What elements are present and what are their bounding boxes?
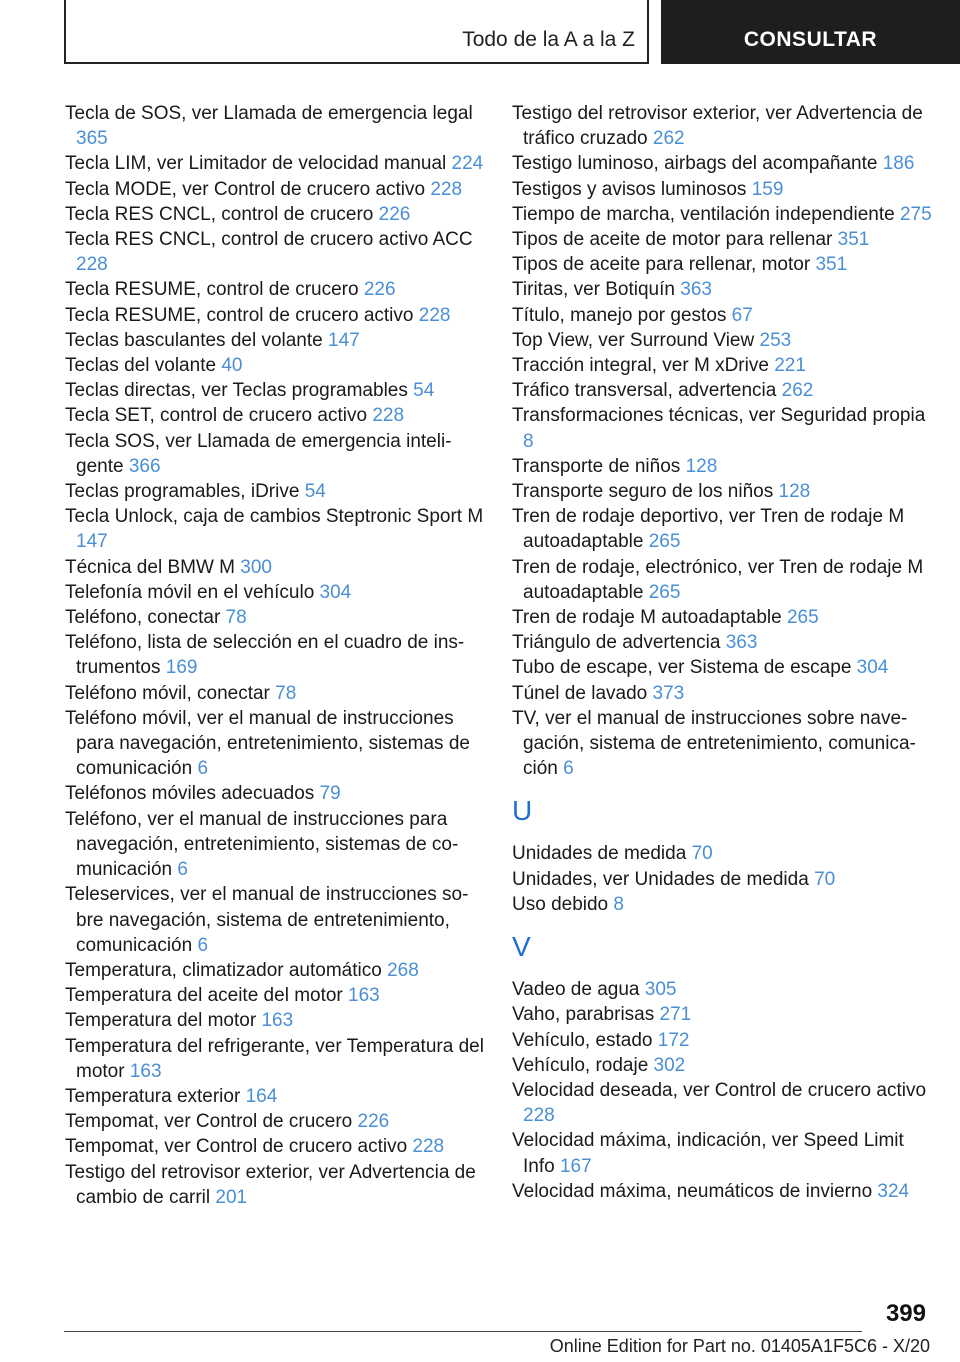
letter-heading-u: U <box>512 795 533 827</box>
entry-term: Teclas programables, iDrive <box>65 481 300 503</box>
page-link[interactable]: 226 <box>363 279 396 301</box>
entry-term: Tubo de escape, ver Sistema de escape <box>512 657 852 679</box>
entry-term: Vehículo, rodaje <box>512 1054 649 1076</box>
index-entry <box>512 403 937 453</box>
entry-term: Tecla RESUME, control de crucero <box>65 279 359 301</box>
page-link[interactable]: 201 <box>215 1186 248 1208</box>
page-link[interactable]: 228 <box>430 178 463 200</box>
page-link[interactable]: 6 <box>197 934 209 956</box>
page-link[interactable]: 363 <box>680 279 712 301</box>
index-entry <box>65 1034 485 1084</box>
page-link[interactable]: 373 <box>652 682 685 704</box>
entry-term: Teclas directas, ver Teclas programables <box>65 380 408 402</box>
page-link[interactable]: 265 <box>648 531 681 553</box>
entry-term: Tiritas, ver Botiquín <box>512 279 675 301</box>
entry-term: Testigo del retrovisor exterior, ver Advertencia de cambio de carril <box>65 1161 476 1208</box>
page-link[interactable]: 300 <box>240 556 272 578</box>
index-entry <box>512 630 937 655</box>
page-link[interactable]: 67 <box>731 304 753 326</box>
entry-term: Tracción integral, ver M xDrive <box>512 355 769 377</box>
entry-term: Uso debido <box>512 893 609 915</box>
index-entry <box>512 454 937 479</box>
index-entry <box>512 706 937 782</box>
index-entry <box>65 202 485 227</box>
page-link[interactable]: 79 <box>319 783 341 805</box>
index-entry <box>65 177 485 202</box>
page-link[interactable]: 70 <box>814 868 836 890</box>
index-entry <box>512 504 937 554</box>
page-link[interactable]: 365 <box>76 128 108 150</box>
index-entry <box>512 328 937 353</box>
entry-term: Transformaciones técnicas, ver Seguridad propia <box>512 405 926 427</box>
page-link[interactable]: 172 <box>657 1029 690 1051</box>
index-entry <box>512 252 937 277</box>
page-link[interactable]: 302 <box>653 1054 686 1076</box>
index-entry <box>65 101 485 151</box>
index-entry <box>512 555 937 605</box>
page-link[interactable]: 304 <box>856 657 889 679</box>
index-entry <box>65 1160 485 1210</box>
index-entry <box>512 202 937 227</box>
page-link[interactable]: 351 <box>815 254 848 276</box>
page-link[interactable]: 164 <box>245 1085 278 1107</box>
entry-term: Temperatura exterior <box>65 1085 241 1107</box>
index-entry <box>65 605 485 630</box>
chapter-tab[interactable] <box>661 0 960 64</box>
entry-term: Teléfono móvil, conectar <box>65 682 270 704</box>
index-entry <box>512 1053 937 1078</box>
entry-term: Unidades de medida <box>512 843 687 865</box>
index-entry <box>65 681 485 706</box>
entry-term: Vadeo de agua <box>512 979 640 1001</box>
index-entry <box>65 983 485 1008</box>
page-link[interactable]: 324 <box>877 1180 910 1202</box>
page-link[interactable]: 70 <box>691 843 713 865</box>
page-link[interactable]: 226 <box>378 203 411 225</box>
page-link[interactable]: 228 <box>372 405 405 427</box>
index-entry <box>512 605 937 630</box>
index-entry <box>512 101 937 151</box>
letter-heading-v: V <box>512 931 531 963</box>
page-link[interactable]: 366 <box>128 455 161 477</box>
index-entry <box>512 867 937 892</box>
index-entry <box>65 378 485 403</box>
page-link[interactable]: 228 <box>418 304 451 326</box>
page-link[interactable]: 268 <box>387 959 419 981</box>
index-entry <box>512 151 937 176</box>
section-title: Todo de la A a la Z <box>462 28 635 51</box>
page-link[interactable]: 224 <box>451 153 484 175</box>
index-entry <box>512 977 937 1002</box>
page-link[interactable]: 40 <box>221 355 243 377</box>
entry-term: Teleservices, ver el manual de instrucciones sobre navegación, sistema de entretenimiento, comunicación <box>65 884 469 956</box>
entry-term: Teléfono, lista de selección en el cuadro de instrumentos <box>65 632 465 679</box>
entry-term: Tiempo de marcha, ventilación independiente <box>512 203 895 225</box>
index-entry <box>65 277 485 302</box>
entry-term: Tecla de SOS, ver Llamada de emergencia legal <box>65 103 473 124</box>
index-entry <box>65 479 485 504</box>
entry-term: Tecla SET, control de crucero activo <box>65 405 368 427</box>
index-column-right <box>512 101 937 1204</box>
entry-term: Telefonía móvil en el vehículo <box>65 581 315 603</box>
page-link[interactable]: 265 <box>648 581 681 603</box>
footer-edition: Online Edition for Part no. 01405A1F5C6 - X/20 <box>549 1336 930 1356</box>
entry-term: Testigo del retrovisor exterior, ver Advertencia de tráfico cruzado <box>512 103 923 150</box>
entry-term: Tecla RESUME, control de crucero activo <box>65 304 414 326</box>
index-entry <box>65 1109 485 1134</box>
index-group-u <box>512 841 937 917</box>
page-link[interactable]: 54 <box>304 481 326 503</box>
entry-term: Tempomat, ver Control de crucero activo <box>65 1136 408 1158</box>
entry-term: Tráfico transversal, advertencia <box>512 380 777 402</box>
index-entry <box>65 630 485 680</box>
page-link[interactable]: 304 <box>319 581 352 603</box>
page-link[interactable]: 128 <box>685 455 718 477</box>
page-link[interactable]: 6 <box>563 758 574 780</box>
entry-term: Unidades, ver Unidades de medida <box>512 868 809 890</box>
entry-term: Temperatura del motor <box>65 1010 257 1032</box>
index-column-left <box>65 101 485 1210</box>
entry-term: Velocidad máxima, indicación, ver Speed Limit Info <box>512 1130 904 1177</box>
entry-term: Vaho, parabrisas <box>512 1004 655 1026</box>
index-group-v <box>512 977 937 1204</box>
index-entry <box>65 1008 485 1033</box>
entry-term: Temperatura del refrigerante, ver Temperatura del motor <box>65 1035 484 1082</box>
entry-term: Teléfono móvil, ver el manual de instrucciones para navegación, entretenimiento, sistemas de comunicación <box>65 707 470 780</box>
page-link[interactable]: 186 <box>882 153 915 175</box>
index-entry <box>65 580 485 605</box>
index-entry <box>65 151 485 176</box>
entry-term: Tipos de aceite para rellenar, motor <box>512 254 811 276</box>
entry-term: Teléfono, conectar <box>65 607 221 629</box>
page-link[interactable]: 128 <box>778 481 811 503</box>
entry-term: Teclas basculantes del volante <box>65 329 323 351</box>
entry-term: Tecla SOS, ver Llamada de emergencia inteligente <box>65 430 452 477</box>
page-link[interactable]: 78 <box>275 682 297 704</box>
entry-term: Transporte de niños <box>512 455 681 477</box>
entry-term: Triángulo de advertencia <box>512 632 721 654</box>
entry-term: Tempomat, ver Control de crucero <box>65 1111 353 1133</box>
index-entry <box>512 1028 937 1053</box>
page-link[interactable]: 163 <box>261 1010 294 1032</box>
index-entry <box>512 1002 937 1027</box>
page-link[interactable]: 253 <box>759 329 792 351</box>
page-number: 399 <box>885 1300 926 1327</box>
page-link[interactable]: 305 <box>644 979 677 1001</box>
page-link[interactable]: 228 <box>412 1136 445 1158</box>
entry-term: Tipos de aceite de motor para rellenar <box>512 229 833 251</box>
index-entry <box>65 403 485 428</box>
index-entry <box>512 227 937 252</box>
entry-term: Tecla RES CNCL, control de crucero <box>65 203 374 225</box>
page-link[interactable]: 228 <box>76 254 108 276</box>
page-link[interactable]: 8 <box>523 430 534 452</box>
entry-term: Top View, ver Surround View <box>512 329 755 351</box>
page-link[interactable]: 147 <box>76 531 108 553</box>
page-link[interactable]: 163 <box>348 985 380 1007</box>
index-entry <box>512 277 937 302</box>
page-link[interactable]: 265 <box>786 607 819 629</box>
index-entry <box>512 892 937 917</box>
entry-term: Tecla MODE, ver Control de crucero activo <box>65 178 426 200</box>
index-entry <box>512 655 937 680</box>
index-entry <box>512 303 937 328</box>
index-group-t <box>512 101 937 781</box>
entry-term: Tren de rodaje deportivo, ver Tren de rodaje M autoadaptable <box>512 506 905 553</box>
entry-term: Teléfonos móviles adecuados <box>65 783 315 805</box>
index-entry <box>512 177 937 202</box>
page-link[interactable]: 163 <box>129 1060 162 1082</box>
index-entry <box>65 706 485 782</box>
entry-term: Tren de rodaje M autoadaptable <box>512 607 782 629</box>
index-entry <box>65 1084 485 1109</box>
page-link[interactable]: 226 <box>357 1111 390 1133</box>
entry-term: Velocidad deseada, ver Control de crucero activo <box>512 1079 927 1101</box>
entry-term: Teléfono, ver el manual de instrucciones para navegación, entretenimiento, sistemas de comunicación <box>65 808 459 881</box>
page-link[interactable]: 147 <box>328 329 360 351</box>
entry-term: Túnel de lavado <box>512 682 648 704</box>
entry-term: Transporte seguro de los niños <box>512 481 774 503</box>
entry-term: Temperatura, climatizador automático <box>65 959 382 981</box>
index-entry <box>65 1134 485 1159</box>
index-entry <box>65 882 485 958</box>
entry-term: Tren de rodaje, electrónico, ver Tren de rodaje M autoadaptable <box>512 556 924 603</box>
index-entry <box>512 1078 937 1128</box>
index-entry <box>65 781 485 806</box>
entry-term: Temperatura del aceite del motor <box>65 985 343 1007</box>
footer-divider <box>64 1331 862 1332</box>
page-link[interactable]: 262 <box>781 380 814 402</box>
index-entry <box>65 227 485 277</box>
page-link[interactable]: 275 <box>899 203 932 225</box>
index-entry <box>512 479 937 504</box>
entry-term: Testigos y avisos luminosos <box>512 178 747 200</box>
index-entry <box>65 328 485 353</box>
index-entry <box>512 353 937 378</box>
page-link[interactable]: 363 <box>725 632 758 654</box>
entry-term: Título, manejo por gestos <box>512 304 727 326</box>
entry-term: Testigo luminoso, airbags del acompañante <box>512 153 878 175</box>
index-entry <box>512 681 937 706</box>
page-link[interactable]: 228 <box>523 1105 555 1127</box>
index-entry <box>65 353 485 378</box>
page-link[interactable]: 262 <box>652 128 685 150</box>
entry-term: Velocidad máxima, neumáticos de invierno <box>512 1180 873 1202</box>
index-entry <box>65 429 485 479</box>
page-link[interactable]: 78 <box>225 607 247 629</box>
index-entry <box>65 555 485 580</box>
page-link[interactable]: 169 <box>165 657 198 679</box>
page-link[interactable]: 271 <box>659 1004 692 1026</box>
page-link[interactable]: 351 <box>837 229 870 251</box>
entry-term: TV, ver el manual de instrucciones sobre navegación, sistema de entretenimiento, comunicación <box>512 707 916 780</box>
page-link[interactable]: 8 <box>613 893 624 915</box>
page-link[interactable]: 167 <box>559 1155 592 1177</box>
index-entry <box>512 1179 937 1204</box>
page-link[interactable]: 6 <box>177 859 188 881</box>
section-tab <box>64 0 649 64</box>
page-link[interactable]: 54 <box>413 380 435 402</box>
index-entry <box>512 378 937 403</box>
entry-term: Tecla Unlock, caja de cambios Steptronic Sport M <box>65 506 484 528</box>
page-link[interactable]: 159 <box>751 178 784 200</box>
page-link[interactable]: 221 <box>774 355 806 377</box>
page-link[interactable]: 6 <box>197 758 209 780</box>
index-entry <box>65 807 485 883</box>
chapter-label: CONSULTAR <box>743 28 878 51</box>
entry-term: Teclas del volante <box>65 355 217 377</box>
index-entry <box>65 958 485 983</box>
entry-term: Vehículo, estado <box>512 1029 653 1051</box>
entry-term: Tecla RES CNCL, control de crucero activo ACC <box>65 229 473 251</box>
index-entry <box>65 504 485 554</box>
index-entry <box>65 303 485 328</box>
index-entry <box>512 1128 937 1178</box>
entry-term: Tecla LIM, ver Limitador de velocidad manual <box>65 153 447 175</box>
entry-term: Técnica del BMW M <box>65 556 235 578</box>
index-entry <box>512 841 937 866</box>
